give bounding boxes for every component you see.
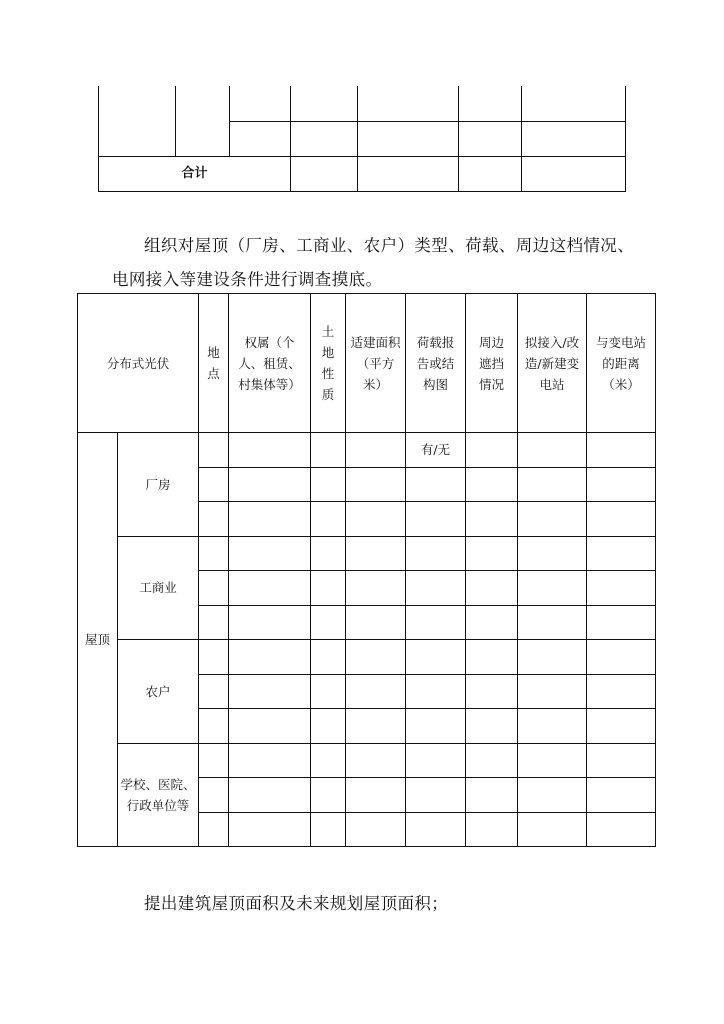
table-cell — [346, 812, 406, 847]
header-load-report: 荷载报告或结构图 — [406, 294, 466, 433]
total-row — [99, 156, 626, 191]
table-cell — [518, 674, 587, 709]
table-cell — [229, 467, 311, 502]
group-label-rooftop: 屋顶 — [78, 433, 118, 847]
table-cell — [406, 778, 466, 813]
table-cell — [199, 640, 229, 675]
table-cell — [311, 778, 346, 813]
table-cell — [466, 502, 518, 537]
table-cell — [230, 121, 291, 156]
table-cell — [199, 536, 229, 571]
table-cell — [229, 640, 311, 675]
table-cell — [229, 605, 311, 640]
table-cell — [311, 433, 346, 468]
table-cell — [229, 812, 311, 847]
subgroup-public-institutions: 学校、医院、行政单位等 — [118, 743, 199, 847]
table-cell — [406, 674, 466, 709]
table-cell — [346, 778, 406, 813]
table-cell — [406, 709, 466, 744]
table-cell — [518, 812, 587, 847]
table-cell — [522, 121, 626, 156]
table-cell — [459, 86, 522, 121]
table-cell — [291, 156, 358, 191]
table-cell — [311, 640, 346, 675]
header-grid-access: 拟接入/改造/新建变电站 — [518, 294, 587, 433]
table-cell — [229, 743, 311, 778]
table-cell — [311, 674, 346, 709]
table-cell — [176, 86, 230, 156]
table-cell — [466, 778, 518, 813]
table-cell — [311, 605, 346, 640]
table-cell — [587, 778, 656, 813]
table-cell — [518, 433, 587, 468]
table-cell — [311, 502, 346, 537]
table-cell — [346, 433, 406, 468]
table-cell — [311, 571, 346, 606]
table-cell — [291, 121, 358, 156]
subgroup-commercial: 工商业 — [118, 536, 199, 640]
table-cell — [406, 571, 466, 606]
subgroup-farmer: 农户 — [118, 640, 199, 744]
table-cell — [358, 86, 459, 121]
table-cell — [522, 156, 626, 191]
table-cell — [466, 571, 518, 606]
table-cell — [587, 467, 656, 502]
table-cell — [229, 571, 311, 606]
table-cell — [229, 536, 311, 571]
table-cell — [459, 156, 522, 191]
survey-instruction-paragraph-cont — [112, 268, 382, 292]
table-cell — [358, 121, 459, 156]
header-distance: 与变电站的距离（米） — [587, 294, 656, 433]
table-cell — [466, 605, 518, 640]
header-area: 适建面积（平方米） — [346, 294, 406, 433]
table-cell — [466, 812, 518, 847]
table-cell — [199, 605, 229, 640]
table-cell — [230, 86, 291, 121]
table-cell — [406, 743, 466, 778]
table-cell — [346, 743, 406, 778]
table-cell — [587, 605, 656, 640]
table-cell — [587, 571, 656, 606]
subgroup-factory: 厂房 — [118, 433, 199, 537]
table-cell — [229, 502, 311, 537]
table-cell — [587, 709, 656, 744]
header-shading: 周边遮挡情况 — [466, 294, 518, 433]
table-cell — [518, 536, 587, 571]
table-cell — [406, 502, 466, 537]
table-cell — [311, 709, 346, 744]
table-cell — [466, 467, 518, 502]
table-cell — [518, 502, 587, 537]
table-cell — [518, 571, 587, 606]
table-cell — [199, 812, 229, 847]
table-cell — [466, 709, 518, 744]
rooftop-survey-table — [77, 293, 656, 847]
table-cell — [587, 812, 656, 847]
table-cell — [311, 812, 346, 847]
table-cell — [518, 640, 587, 675]
table-cell — [99, 86, 176, 156]
table-cell — [466, 743, 518, 778]
table-cell — [587, 743, 656, 778]
table-cell — [522, 86, 626, 121]
table-cell — [346, 640, 406, 675]
table-cell — [466, 536, 518, 571]
table-cell — [466, 433, 518, 468]
table-cell — [229, 778, 311, 813]
table-cell — [311, 536, 346, 571]
header-category: 分布式光伏 — [78, 294, 199, 433]
table-cell — [199, 778, 229, 813]
load-report-value: 有/无 — [406, 433, 466, 468]
table-row — [78, 433, 656, 468]
survey-instruction-paragraph — [112, 234, 634, 258]
table-cell — [346, 467, 406, 502]
table-cell — [406, 536, 466, 571]
table-cell — [311, 743, 346, 778]
table-cell — [358, 156, 459, 191]
header-row — [78, 294, 656, 433]
table-cell — [406, 812, 466, 847]
table-cell — [466, 640, 518, 675]
table-cell — [346, 502, 406, 537]
roof-area-paragraph: 提出建筑屋顶面积及未来规划屋顶面积； — [144, 894, 449, 913]
table-cell — [518, 467, 587, 502]
table-cell — [346, 571, 406, 606]
table-cell — [199, 571, 229, 606]
table-cell — [199, 709, 229, 744]
table-cell — [229, 709, 311, 744]
table-cell — [459, 121, 522, 156]
header-land-nature — [311, 294, 346, 433]
table-cell — [406, 605, 466, 640]
total-label: 合计 — [99, 156, 291, 191]
table-row — [78, 743, 656, 778]
table-cell — [229, 433, 311, 468]
table-cell — [346, 605, 406, 640]
table-cell — [518, 605, 587, 640]
table-cell — [291, 86, 358, 121]
table-row — [78, 640, 656, 675]
table-cell — [587, 433, 656, 468]
table-row — [78, 536, 656, 571]
table-cell — [199, 674, 229, 709]
header-ownership: 权属（个人、租赁、村集体等） — [229, 294, 311, 433]
table-cell — [346, 674, 406, 709]
table-cell — [518, 743, 587, 778]
table-cell — [406, 467, 466, 502]
table-cell — [518, 709, 587, 744]
table-cell — [466, 674, 518, 709]
table-row — [99, 86, 626, 121]
header-location — [199, 294, 229, 433]
table-cell — [199, 502, 229, 537]
header-location-text: 地点 — [207, 345, 220, 381]
table-cell — [587, 674, 656, 709]
table-cell — [229, 674, 311, 709]
table-cell — [346, 709, 406, 744]
table-cell — [518, 778, 587, 813]
previous-table-fragment — [98, 86, 626, 192]
table-cell — [346, 536, 406, 571]
table-cell — [406, 640, 466, 675]
header-land-nature-text: 土地性质 — [321, 324, 335, 402]
table-cell — [199, 433, 229, 468]
table-cell — [587, 502, 656, 537]
table-cell — [199, 467, 229, 502]
table-cell — [311, 467, 346, 502]
table-cell — [587, 536, 656, 571]
paragraph-line: 电网接入等建设条件进行调查摸底。 — [112, 270, 383, 289]
table-cell — [587, 640, 656, 675]
table-cell — [199, 743, 229, 778]
paragraph-line: 组织对屋顶（厂房、工商业、农户）类型、荷载、周边这档情况、 — [144, 236, 635, 255]
